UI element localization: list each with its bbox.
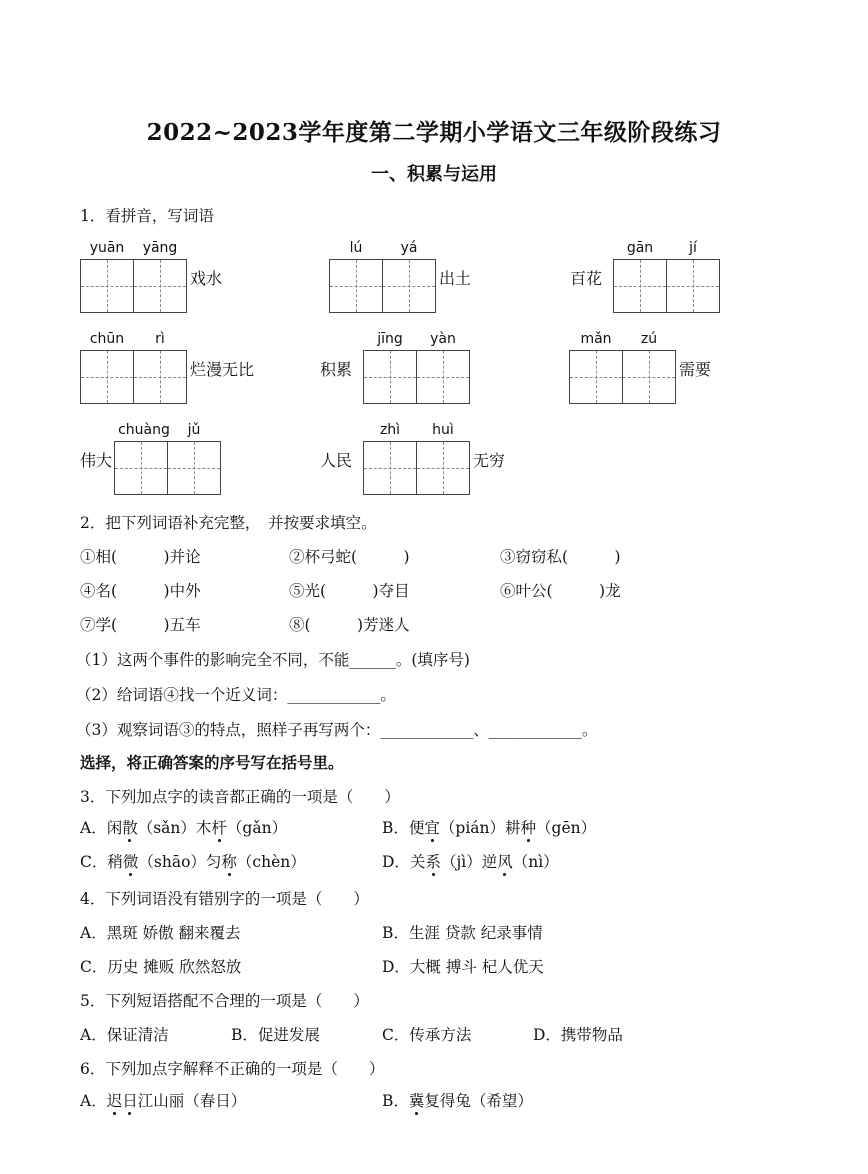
question-5-prompt: 5．下列短语搭配不合理的一项是（ ） [80, 992, 369, 1010]
pinyin: gān [626, 240, 654, 256]
writing-grid[interactable] [329, 259, 435, 313]
option-d: D．关系（jì）逆风（nì） [382, 853, 559, 871]
option-c: C．历史 摊贩 欣然怒放 [80, 958, 242, 976]
option-a: A．迟日江山丽（春日） [80, 1092, 247, 1110]
word-prefix: 百花 [570, 269, 603, 288]
option-b: B．便宜（pián）耕种（gēn） [382, 819, 597, 837]
pinyin: mǎn [580, 331, 612, 347]
pinyin: yàn [430, 331, 456, 347]
word-suffix: 戏水 [190, 269, 223, 288]
word-suffix: 无穷 [473, 451, 506, 470]
pinyin: chuàng [118, 422, 170, 438]
section-heading: 一、积累与运用 [371, 164, 497, 185]
word-suffix: 需要 [679, 360, 712, 379]
writing-grid[interactable] [569, 350, 675, 404]
option-d: D．大概 搏斗 杞人优天 [382, 958, 544, 976]
writing-grid[interactable] [80, 259, 186, 313]
option-a: A．黑斑 娇傲 翻来覆去 [80, 924, 241, 942]
pinyin: zú [640, 331, 658, 347]
pinyin: zhì [379, 422, 401, 438]
option-b: B．冀复得兔（希望） [382, 1092, 533, 1110]
pinyin: rì [155, 331, 165, 347]
writing-grid[interactable] [114, 441, 220, 495]
pinyin: yuān [89, 240, 125, 256]
pinyin: huì [432, 422, 454, 438]
idiom-item: ⑦学( )五车 [80, 616, 201, 634]
sub-question: （3）观察词语③的特点，照样子再写两个：____________、____________。 [76, 721, 598, 739]
instruction: 选择，将正确答案的序号写在括号里。 [80, 753, 344, 772]
question-3-prompt: 3．下列加点字的读音都正确的一项是（ ） [80, 788, 400, 806]
pinyin: chūn [89, 331, 125, 347]
option-c: C．稍微（shāo）匀称（chèn） [80, 853, 306, 871]
option-a: A．闲散（sǎn）木杆（gǎn） [80, 819, 288, 837]
idiom-item: ⑤光( )夺目 [289, 582, 410, 600]
idiom-item: ④名( )中外 [80, 582, 201, 600]
idiom-item: ⑥叶公( )龙 [500, 582, 621, 600]
question-2-prompt: 2．把下列词语补充完整， 并按要求填空。 [80, 514, 377, 532]
sub-question: （2）给词语④找一个近义词：____________。 [76, 686, 396, 704]
writing-grid[interactable] [613, 259, 719, 313]
question-1-prompt: 1．看拼音，写词语 [80, 207, 214, 225]
option-c: C．传承方法 [382, 1026, 472, 1044]
option-b: B．生涯 贷款 纪录事情 [382, 924, 543, 942]
question-6-prompt: 6．下列加点字解释不正确的一项是（ ） [80, 1060, 385, 1078]
pinyin: yāng [142, 240, 178, 256]
word-suffix: 出土 [439, 269, 472, 288]
pinyin: jīng [377, 331, 403, 347]
pinyin: lú [349, 240, 363, 256]
idiom-item: ②杯弓蛇( ) [289, 548, 410, 566]
idiom-item: ①相( )并论 [80, 548, 201, 566]
word-prefix: 人民 [320, 451, 353, 470]
writing-grid[interactable] [363, 350, 469, 404]
idiom-item: ⑧( )芳迷人 [289, 616, 410, 634]
option-b: B．促进发展 [231, 1026, 320, 1044]
option-d: D．携带物品 [533, 1026, 623, 1044]
question-4-prompt: 4．下列词语没有错别字的一项是（ ） [80, 890, 369, 908]
sub-question: （1）这两个事件的影响完全不同，不能______。(填序号) [76, 651, 470, 669]
pinyin: jí [689, 240, 697, 256]
idiom-item: ③窃窃私( ) [500, 548, 621, 566]
pinyin: yá [400, 240, 418, 256]
option-a: A．保证清洁 [80, 1026, 169, 1044]
writing-grid[interactable] [80, 350, 186, 404]
pinyin: jǔ [187, 422, 201, 438]
page-title: 2022~2023学年度第二学期小学语文三年级阶段练习 [146, 119, 722, 146]
word-prefix: 伟大 [80, 451, 113, 470]
word-suffix: 烂漫无比 [190, 360, 255, 379]
word-prefix: 积累 [320, 360, 353, 379]
writing-grid[interactable] [363, 441, 469, 495]
